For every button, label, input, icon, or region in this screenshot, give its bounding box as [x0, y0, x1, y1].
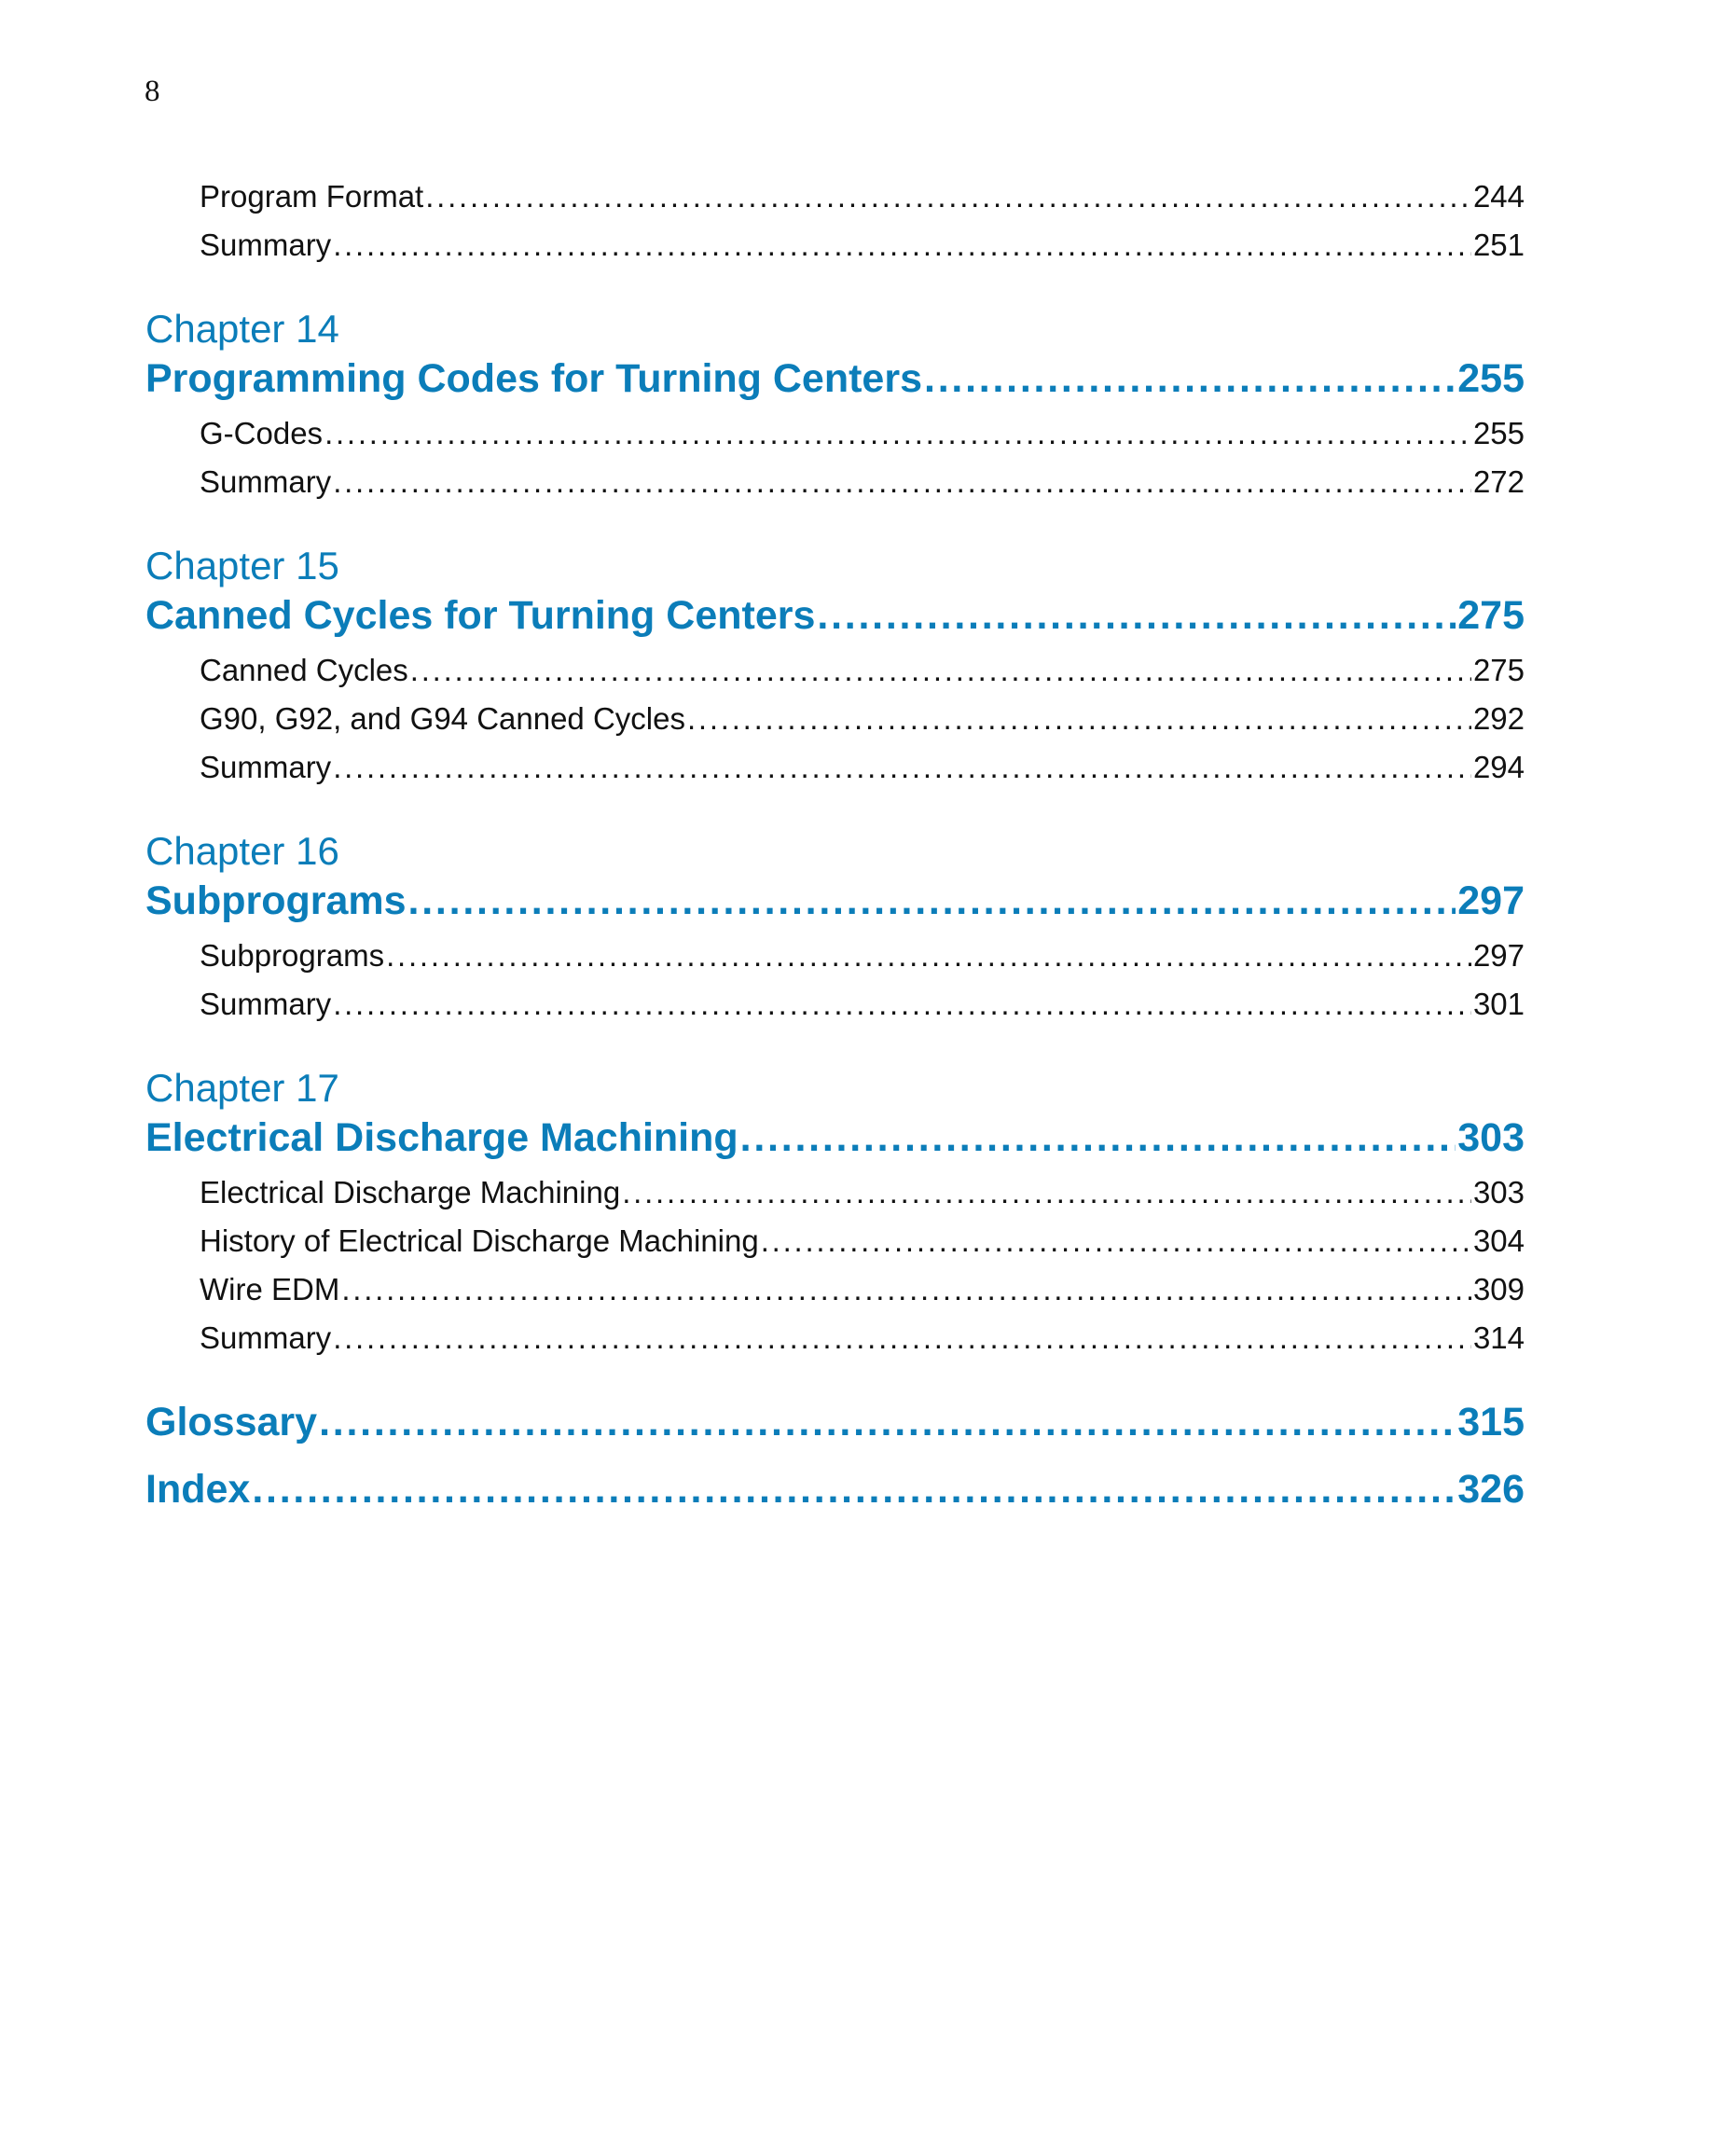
- chapter-17-block: [145, 1064, 1525, 1362]
- dot-leader: [341, 1265, 1471, 1314]
- chapter-page: 303: [1457, 1115, 1525, 1160]
- toc-entry[interactable]: [145, 1217, 1525, 1265]
- dot-leader: [410, 646, 1471, 695]
- glossary-entry[interactable]: [145, 1389, 1525, 1456]
- toc-entry-title: G-Codes: [200, 416, 324, 450]
- toc-entry-title: Summary: [200, 464, 332, 499]
- chapter-page: 297: [1457, 878, 1525, 923]
- toc-entry-title: Summary: [200, 987, 332, 1021]
- toc-entry-title: Program Format: [200, 179, 424, 214]
- toc-entry-page: 309: [1472, 1272, 1525, 1306]
- toc-entry[interactable]: [145, 646, 1525, 695]
- toc-entry[interactable]: [145, 458, 1525, 506]
- toc-entry[interactable]: [145, 221, 1525, 270]
- toc-entry[interactable]: [145, 743, 1525, 792]
- toc-entry-page: 292: [1472, 701, 1525, 736]
- back-matter-title: Glossary: [145, 1400, 318, 1444]
- toc-entry[interactable]: [145, 695, 1525, 743]
- toc-entry[interactable]: [145, 1314, 1525, 1362]
- chapter-page: 255: [1457, 356, 1525, 401]
- toc-entry[interactable]: [145, 1168, 1525, 1217]
- toc-entry-page: 301: [1472, 987, 1525, 1021]
- toc-entry[interactable]: [145, 932, 1525, 980]
- chapter-16-block: [145, 827, 1525, 1029]
- toc-entry-page: 251: [1472, 228, 1525, 262]
- chapter-title: Canned Cycles for Turning Centers: [145, 593, 816, 638]
- chapter-label: Chapter 17: [145, 1066, 339, 1110]
- page-number: 8: [145, 75, 160, 108]
- chapter-label: Chapter 15: [145, 544, 339, 587]
- dot-leader: [333, 458, 1471, 506]
- toc-entry-title: G90, G92, and G94 Canned Cycles: [200, 701, 685, 736]
- chapter-title-entry[interactable]: [145, 353, 1525, 404]
- toc-entry-title: Subprograms: [200, 938, 385, 973]
- toc-entry-page: 255: [1472, 416, 1525, 450]
- chapter-title-entry[interactable]: [145, 876, 1525, 926]
- dot-leader: [817, 590, 1456, 641]
- index-entry[interactable]: [145, 1456, 1525, 1523]
- dot-leader: [333, 743, 1471, 792]
- toc-entry-title: Electrical Discharge Machining: [200, 1175, 621, 1209]
- toc-entry-title: Summary: [200, 228, 332, 262]
- toc-entry-page: 275: [1472, 653, 1525, 687]
- toc-entry[interactable]: [145, 409, 1525, 458]
- toc-entry-page: 244: [1472, 179, 1525, 214]
- dot-leader: [687, 695, 1471, 743]
- back-matter: [145, 1389, 1525, 1523]
- toc-entry[interactable]: [145, 980, 1525, 1029]
- chapter-label: Chapter 14: [145, 307, 339, 351]
- toc-entry-title: Summary: [200, 1320, 332, 1355]
- toc-entry-page: 297: [1472, 938, 1525, 973]
- toc-entry-page: 304: [1472, 1223, 1525, 1258]
- dot-leader: [386, 932, 1471, 980]
- back-matter-page: 315: [1457, 1400, 1525, 1444]
- chapter-14-block: [145, 305, 1525, 506]
- dot-leader: [333, 1314, 1471, 1362]
- chapter-15-block: [145, 542, 1525, 792]
- chapter-label: Chapter 16: [145, 829, 339, 873]
- dot-leader: [740, 1113, 1456, 1163]
- toc-entry-title: Wire EDM: [200, 1272, 340, 1306]
- table-of-contents: [145, 173, 1525, 1523]
- chapter-title-entry[interactable]: [145, 590, 1525, 641]
- dot-leader: [252, 1456, 1456, 1523]
- toc-entry-page: 303: [1472, 1175, 1525, 1209]
- dot-leader: [924, 353, 1456, 404]
- toc-entry[interactable]: [145, 173, 1525, 221]
- dot-leader: [333, 980, 1471, 1029]
- dot-leader: [622, 1168, 1471, 1217]
- chapter-title-entry[interactable]: [145, 1113, 1525, 1163]
- dot-leader: [408, 876, 1456, 926]
- back-matter-title: Index: [145, 1467, 251, 1512]
- toc-entry-page: 272: [1472, 464, 1525, 499]
- toc-entry-page: 314: [1472, 1320, 1525, 1355]
- toc-entry[interactable]: [145, 1265, 1525, 1314]
- dot-leader: [319, 1389, 1456, 1456]
- dot-leader: [324, 409, 1471, 458]
- back-matter-page: 326: [1457, 1467, 1525, 1512]
- toc-entry-page: 294: [1472, 750, 1525, 784]
- toc-entry-title: History of Electrical Discharge Machining: [200, 1223, 759, 1258]
- chapter-title: Programming Codes for Turning Centers: [145, 356, 922, 401]
- chapter-title: Electrical Discharge Machining: [145, 1115, 738, 1160]
- chapter-page: 275: [1457, 593, 1525, 638]
- dot-leader: [333, 221, 1471, 270]
- dot-leader: [761, 1217, 1471, 1265]
- dot-leader: [425, 173, 1471, 221]
- chapter-title: Subprograms: [145, 878, 407, 923]
- toc-entry-title: Summary: [200, 750, 332, 784]
- toc-entry-title: Canned Cycles: [200, 653, 408, 687]
